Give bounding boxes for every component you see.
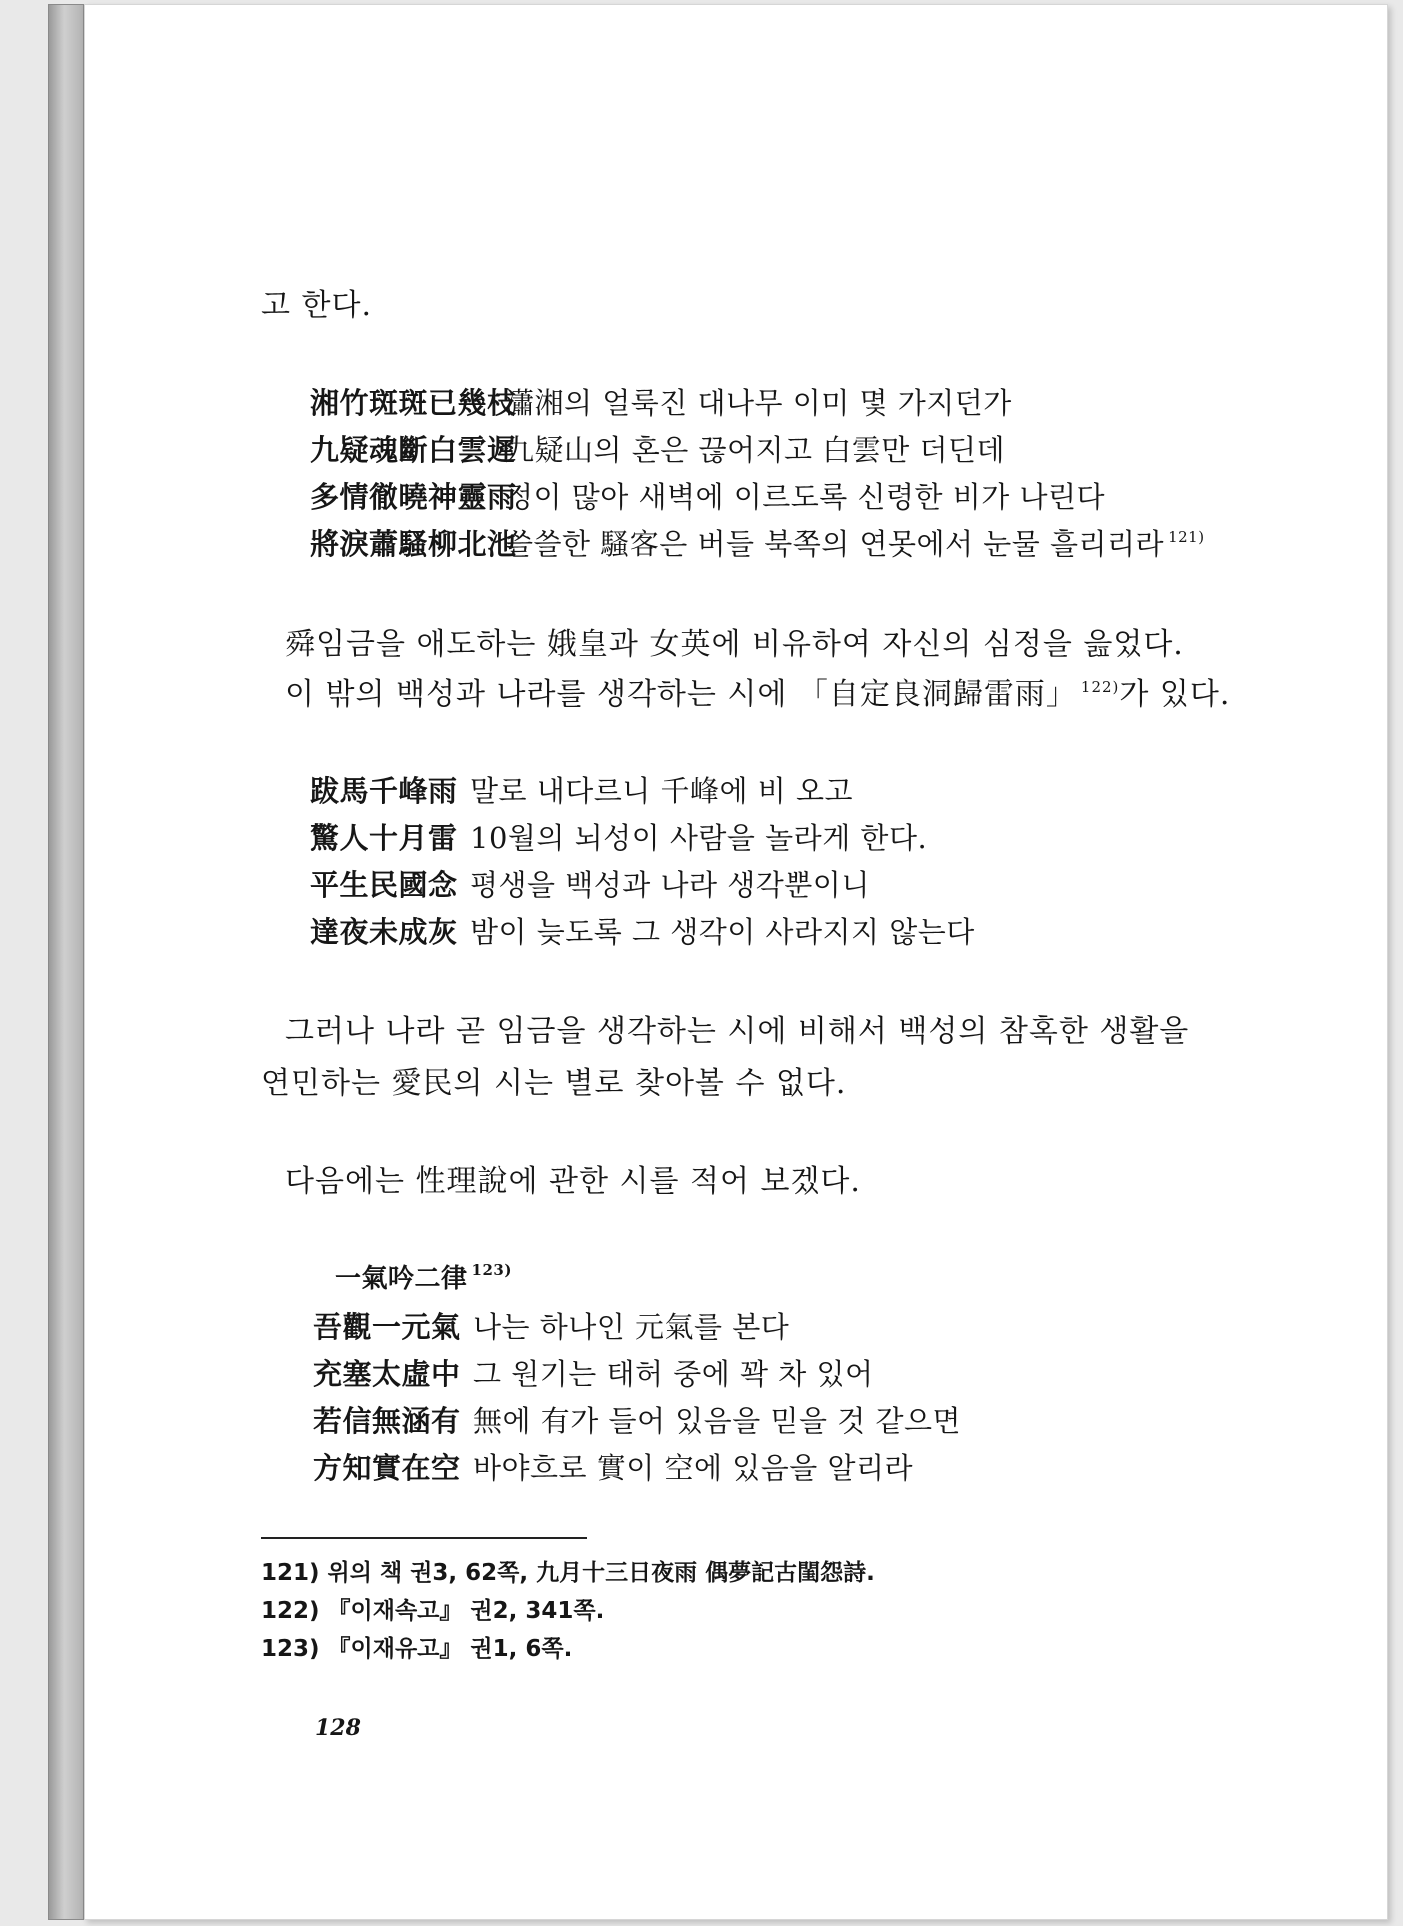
poem2-line-1-korean: 말로 내다르니 千峰에 비 오고 [470,774,854,808]
poem1-line-1 [310,386,1012,420]
footnote-122: 122) 『이재속고』 권2, 341쪽. [261,1598,605,1624]
poem2-line-2-chinese: 驚人十月雷 [310,821,458,855]
poem3-line-1-chinese: 吾觀一元氣 [313,1310,461,1344]
poem1-line-4-korean: 쓸쓸한 騷客은 버들 북쪽의 연못에서 눈물 흘리리라 [505,527,1165,561]
paragraph2-line-2: 연민하는 愛民의 시는 별로 찾아볼 수 없다. [261,1066,847,1101]
poem1-line-4-chinese: 將淚蕭騷柳北池 [310,527,517,561]
book-page-edge [48,4,84,1920]
paragraph2-line-1: 그러나 나라 곧 임금을 생각하는 시에 비해서 백성의 참혹한 생활을 [285,1014,1190,1049]
poem3-line-4-korean: 바야흐로 實이 空에 있음을 알리라 [473,1451,914,1485]
paragraph1-line-2-end: 가 있다. [1119,677,1231,712]
poem2-line-3-korean: 평생을 백성과 나라 생각뿐이니 [470,868,870,902]
poem1-line-3 [310,480,1106,514]
poem2-line-2-korean: 10월의 뇌성이 사람을 놀라게 한다. [470,821,928,855]
poem1-line-2 [310,433,1006,467]
poem2-line-2 [310,821,928,855]
poem3-line-3 [313,1404,961,1438]
poem1-line-3-chinese: 多情徹曉神靈雨 [310,480,517,514]
opening-line: 고 한다. [261,288,373,323]
footnote-rule [261,1537,587,1539]
poem1-line-2-chinese: 九疑魂斷白雲遲 [310,433,517,467]
poem3-line-1-korean: 나는 하나인 元氣를 본다 [473,1310,790,1344]
poem1-line-2-korean: 九疑山의 혼은 끊어지고 白雲만 더딘데 [505,433,1006,467]
footnote-ref-122: 122) [1080,678,1120,696]
paragraph1-line-1: 舜임금을 애도하는 娥皇과 女英에 비유하여 자신의 심정을 읊었다. [285,627,1184,662]
poem3-line-2 [313,1357,874,1391]
poem3-line-4 [313,1451,914,1485]
footnote-121: 121) 위의 책 권3, 62쪽, 九月十三日夜雨 偶夢記古閨怨詩. [261,1560,875,1586]
footnote-ref-121: 121) [1168,528,1205,546]
book [48,4,1388,1920]
poem1-line-3-korean: 정이 많아 새벽에 이르도록 신령한 비가 나린다 [505,480,1106,514]
paragraph1-line-2 [285,677,1231,712]
poem1-line-1-korean: 瀟湘의 얼룩진 대나무 이미 몇 가지던가 [505,386,1012,420]
poem3-line-1 [313,1310,790,1344]
poem3-line-2-korean: 그 원기는 태허 중에 꽉 차 있어 [473,1357,874,1391]
poem3-line-2-chinese: 充塞太虛中 [313,1357,461,1391]
poem2-line-4 [310,915,975,949]
book-page [84,4,1388,1920]
paragraph3: 다음에는 性理說에 관한 시를 적어 보겠다. [285,1164,861,1199]
poem3-line-4-chinese: 方知實在空 [313,1451,461,1485]
poem1-line-4 [310,527,1205,561]
poem2-line-1-chinese: 跋馬千峰雨 [310,774,458,808]
poem1-line-1-chinese: 湘竹斑斑已幾枝 [310,386,517,420]
poem2-line-1 [310,774,854,808]
footnote-ref-123: 123) [471,1261,512,1279]
poem3-line-3-korean: 無에 有가 들어 있음을 믿을 것 같으면 [473,1404,961,1438]
poem3-title [335,1263,512,1292]
footnote-123: 123) 『이재유고』 권1, 6쪽. [261,1636,573,1662]
poem3-line-3-chinese: 若信無涵有 [313,1404,461,1438]
page-number: 128 [315,1715,361,1741]
poem3-title-text: 一氣吟二律 [335,1264,468,1294]
poem2-line-3-chinese: 平生民國念 [310,868,458,902]
poem2-line-3 [310,868,870,902]
poem2-line-4-chinese: 達夜未成灰 [310,915,458,949]
poem2-line-4-korean: 밤이 늦도록 그 생각이 사라지지 않는다 [470,915,975,949]
paragraph1-line-2-text: 이 밖의 백성과 나라를 생각하는 시에 「自定良洞歸雷雨」 [285,677,1077,712]
